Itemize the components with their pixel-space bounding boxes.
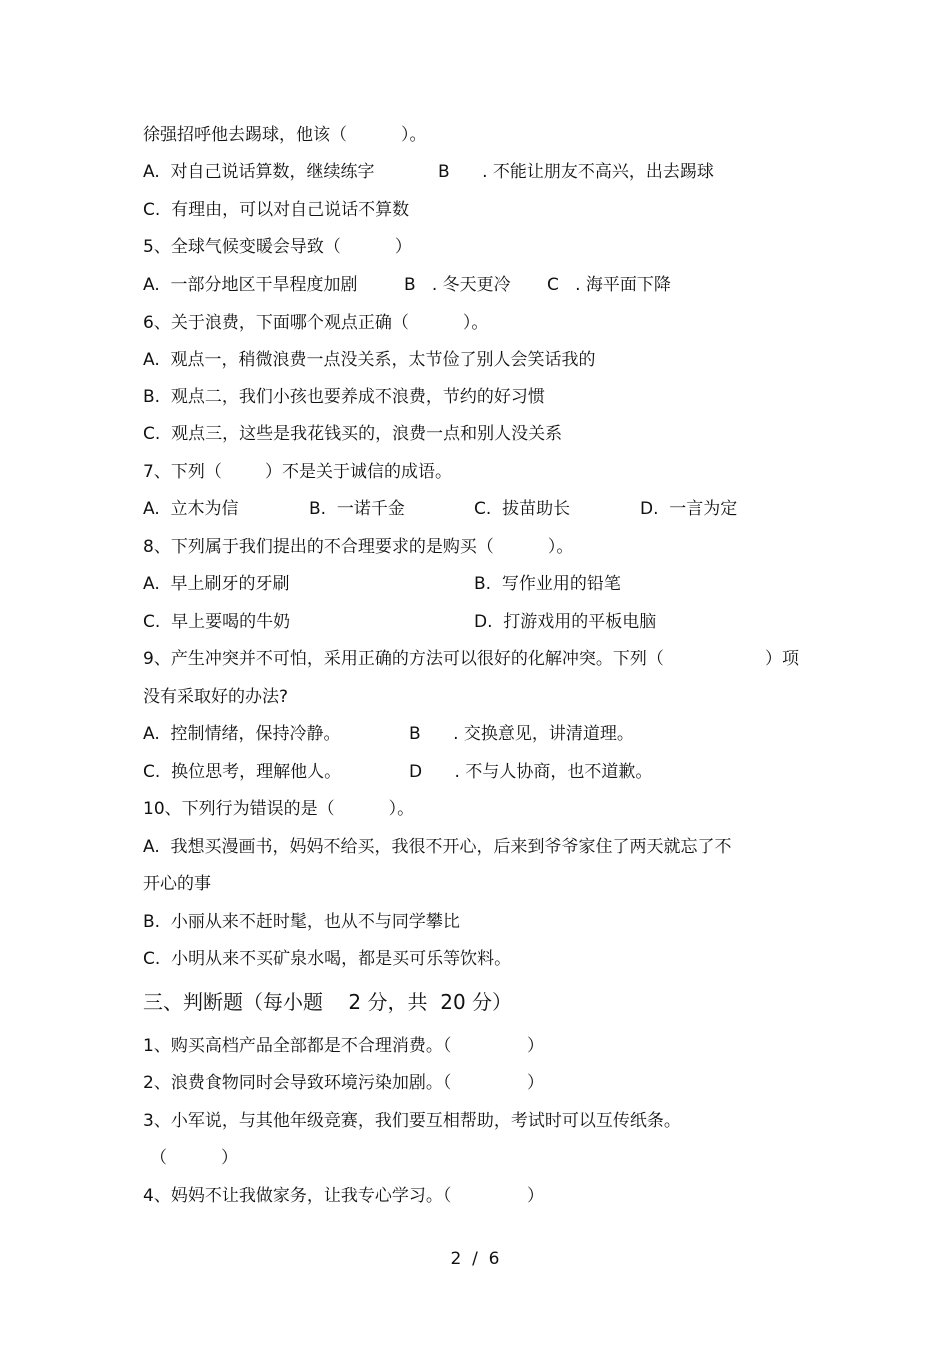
option-c: C. 拔苗助长 bbox=[474, 499, 571, 519]
question-6-stem: 6、关于浪费，下面哪个观点正确（ ）。 bbox=[143, 313, 489, 333]
option-b: B. 写作业用的铅笔 bbox=[474, 574, 621, 594]
option-c: C. 早上要喝的牛奶 bbox=[143, 612, 291, 632]
question-9-stem-text: 9、产生冲突并不可怕，采用正确的方法可以很好的化解冲突。下列（ bbox=[143, 649, 664, 669]
option-b: B . 冬天更冷 bbox=[404, 275, 511, 295]
option-a: A. 控制情绪，保持冷静。 bbox=[143, 724, 341, 744]
question-10-option-a-line-2: 开心的事 bbox=[143, 874, 211, 894]
option-d: D. 打游戏用的平板电脑 bbox=[474, 612, 657, 632]
option-a: A. 对自己说话算数，继续练字 bbox=[143, 162, 375, 182]
question-6-option-b: B. 观点二，我们小孩也要养成不浪费，节约的好习惯 bbox=[143, 387, 545, 407]
judgment-1: 1、购买高档产品全部都是不合理消费。（ ） bbox=[143, 1036, 544, 1056]
question-6-option-c: C. 观点三，这些是我花钱买的，浪费一点和别人没关系 bbox=[143, 424, 563, 444]
option-a: A. 立木为信 bbox=[143, 499, 239, 519]
section-3-heading: 三、判断题（每小题 2 分，共 20 分） bbox=[143, 990, 513, 1014]
question-10-option-a-line-1: A. 我想买漫画书，妈妈不给买，我很不开心，后来到爷爷家住了两天就忘了不 bbox=[143, 837, 732, 857]
question-7-stem: 7、下列（ ）不是关于诚信的成语。 bbox=[143, 462, 453, 482]
question-9-stem-suffix: ）项 bbox=[765, 649, 799, 669]
judgment-2: 2、浪费食物同时会导致环境污染加剧。（ ） bbox=[143, 1073, 544, 1093]
question-6-option-a: A. 观点一，稍微浪费一点没关系，太节俭了别人会笑话我的 bbox=[143, 350, 596, 370]
option-c: C. 换位思考，理解他人。 bbox=[143, 762, 342, 782]
question-8-stem: 8、下列属于我们提出的不合理要求的是购买（ ）。 bbox=[143, 537, 574, 557]
option-b: B. 一诺千金 bbox=[309, 499, 405, 519]
question-10-option-c: C. 小明从来不买矿泉水喝，都是买可乐等饮料。 bbox=[143, 949, 512, 969]
option-a: A. 一部分地区干旱程度加剧 bbox=[143, 275, 358, 295]
option-a: A. 早上刷牙的牙刷 bbox=[143, 574, 290, 594]
question-9-stem-line-2: 没有采取好的办法? bbox=[143, 687, 289, 707]
option-d: D. 一言为定 bbox=[640, 499, 738, 519]
option-d: D . 不与人协商，也不道歉。 bbox=[409, 762, 653, 782]
option-c: C . 海平面下降 bbox=[547, 275, 671, 295]
option-b: B . 交换意见，讲清道理。 bbox=[409, 724, 634, 744]
page-number: 2 / 6 bbox=[450, 1249, 500, 1269]
question-10-stem: 10、下列行为错误的是（ ）。 bbox=[143, 799, 415, 819]
judgment-3-answer-blank: （ ） bbox=[150, 1148, 239, 1168]
question-10-option-b: B. 小丽从来不赶时髦，也从不与同学攀比 bbox=[143, 912, 460, 932]
judgment-4: 4、妈妈不让我做家务，让我专心学习。（ ） bbox=[143, 1186, 544, 1206]
question-4-stem-end: 徐强招呼他去踢球，他该（ ）。 bbox=[143, 125, 427, 145]
judgment-3: 3、小军说，与其他年级竞赛，我们要互相帮助，考试时可以互传纸条。 bbox=[143, 1111, 681, 1131]
question-5-stem: 5、全球气候变暖会导致（ ） bbox=[143, 237, 412, 257]
question-4-option-c: C. 有理由，可以对自己说话不算数 bbox=[143, 200, 410, 220]
option-b: B . 不能让朋友不高兴，出去踢球 bbox=[438, 162, 714, 182]
